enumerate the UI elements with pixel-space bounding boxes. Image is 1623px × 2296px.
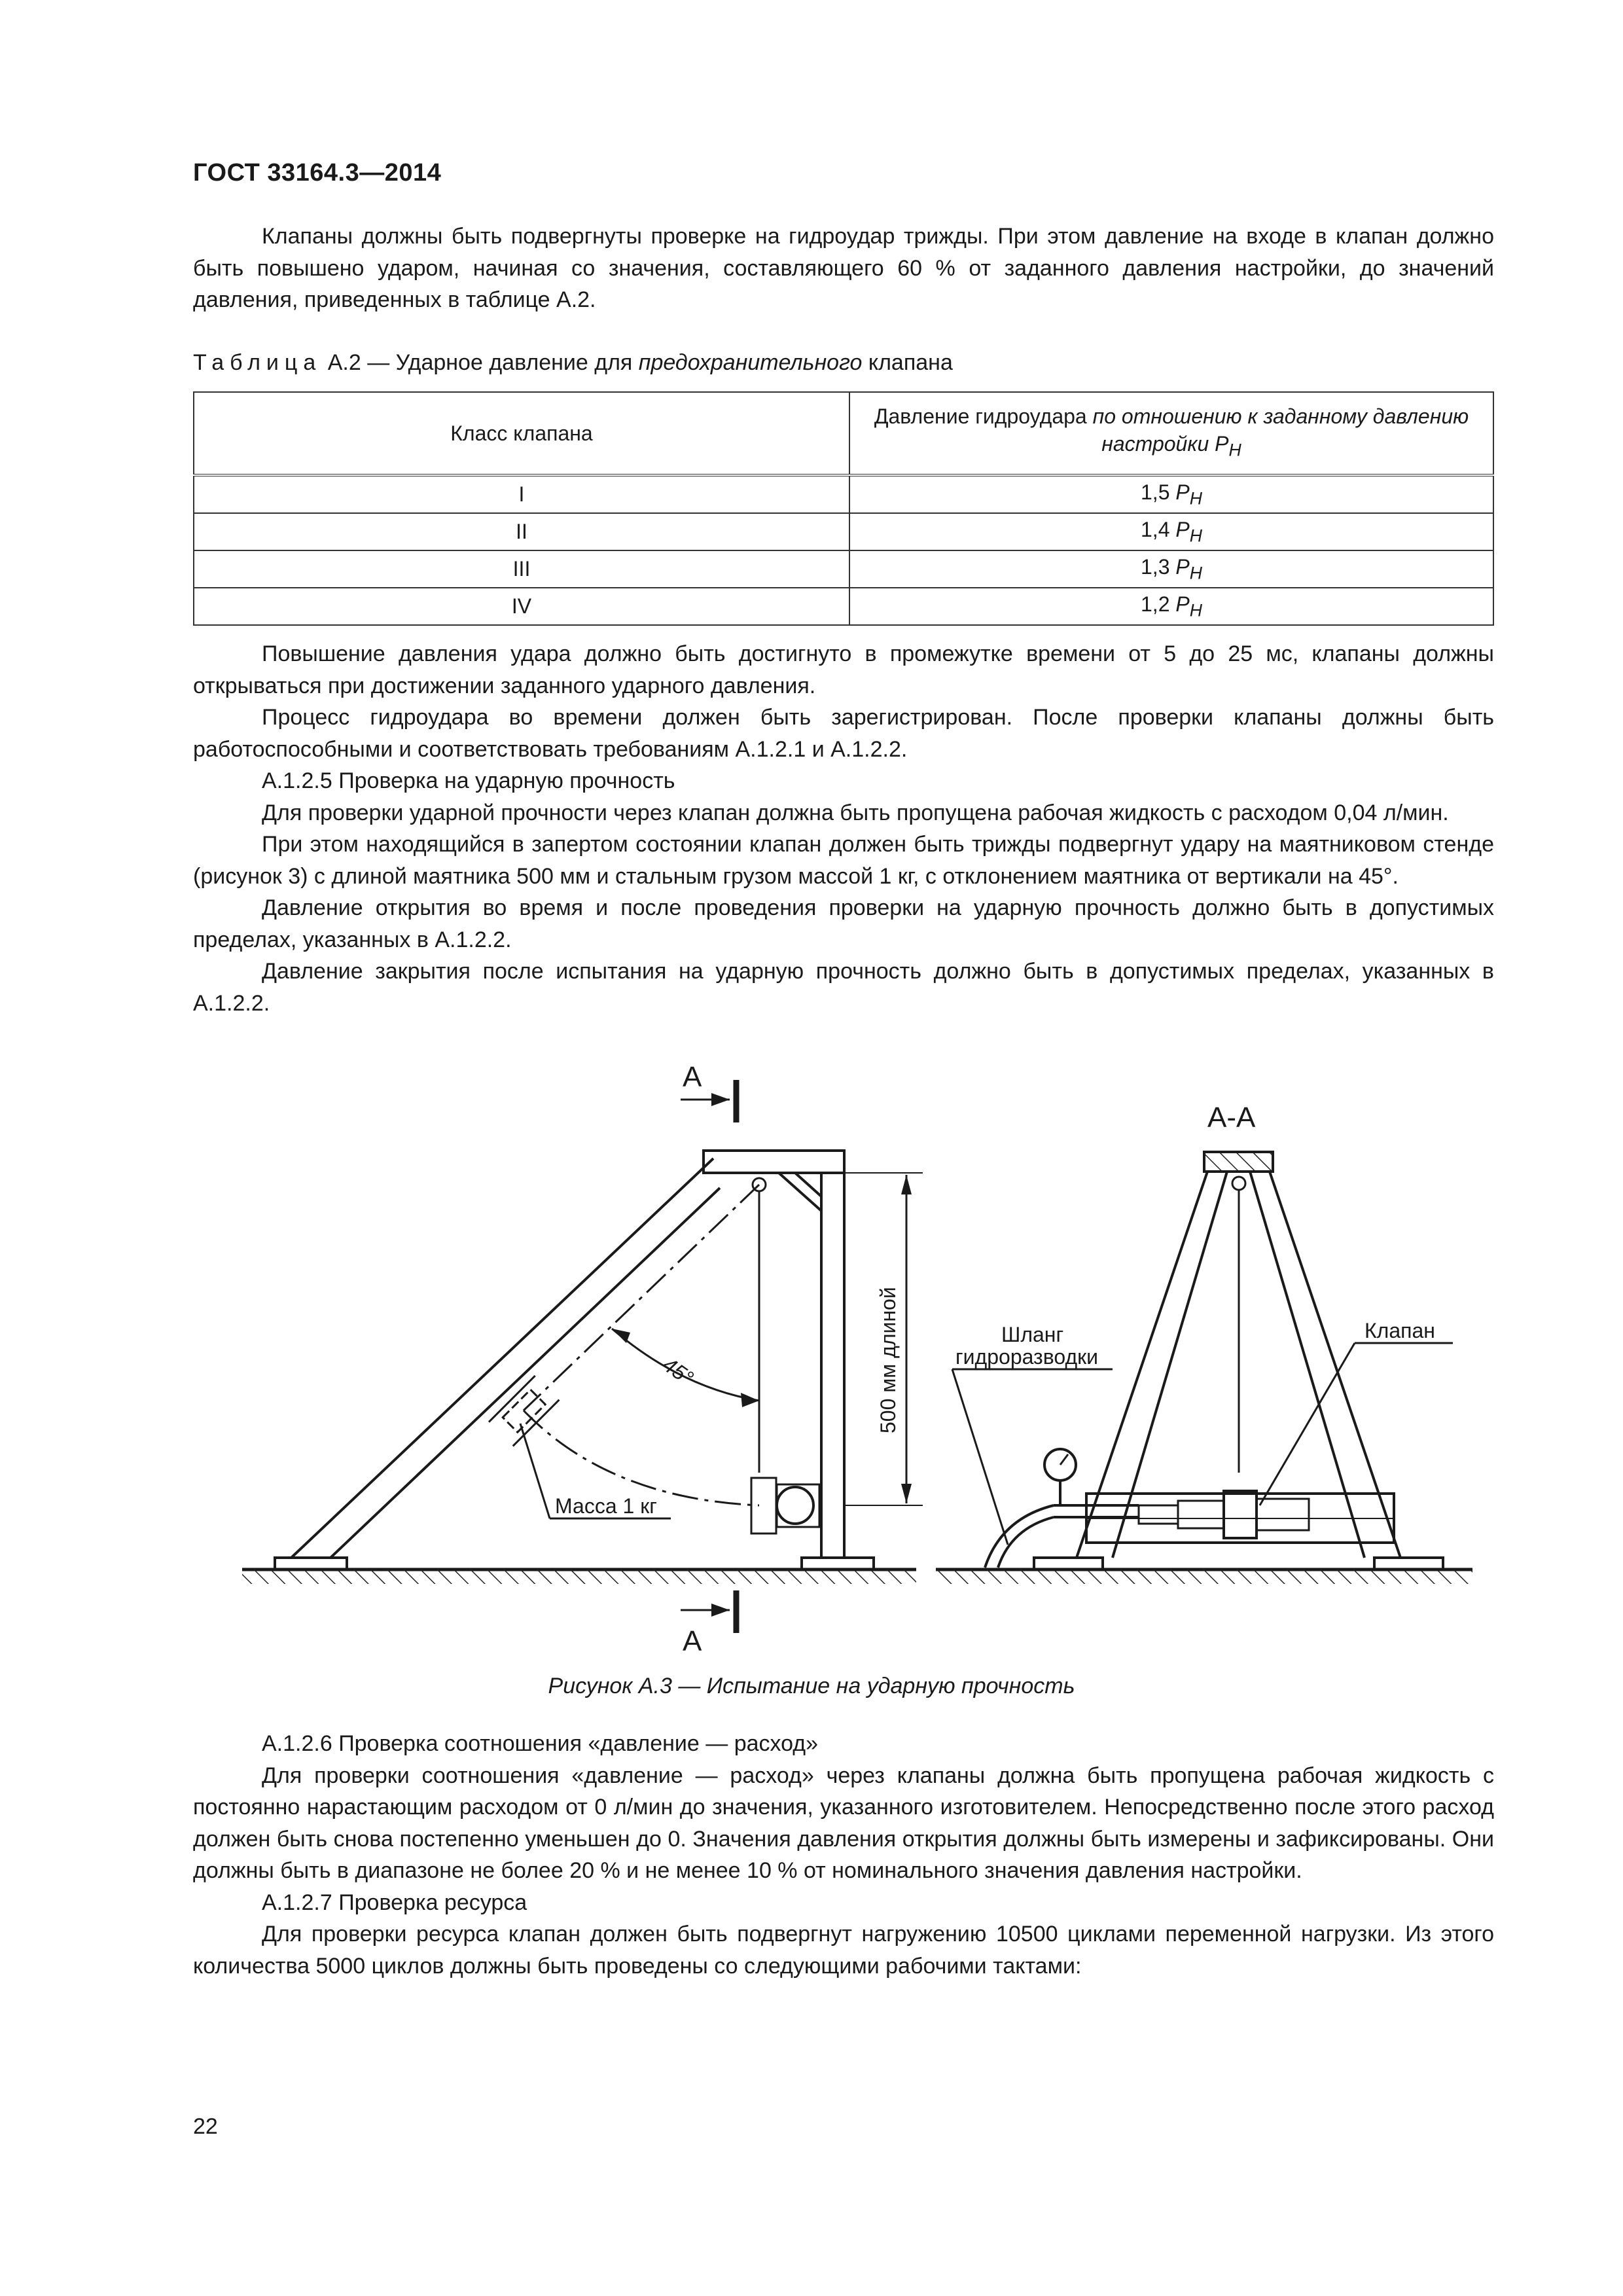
table-cell-class: I bbox=[194, 475, 849, 513]
angle-label: 45° bbox=[658, 1352, 698, 1390]
paragraph: Клапаны должны быть подвергнуты проверке на гидроудар трижды. При этом давление на входе в клапан должно быть повышено ударом, начиная со значения, составляющего 60 % от заданного давления настройки, до значений давления, приведенных в таблице А.2. bbox=[193, 224, 1494, 312]
table-cell-class: II bbox=[194, 513, 849, 550]
table-row bbox=[194, 475, 1493, 513]
table-cell-class: III bbox=[194, 550, 849, 588]
table-cell-value: 1,3 $P_Н$ bbox=[849, 550, 1493, 588]
dimension-label: 500 мм длиной bbox=[876, 1287, 900, 1433]
body-text-block-3 bbox=[193, 1728, 1494, 1982]
pressure-table bbox=[193, 391, 1494, 626]
valve-label: Клапан bbox=[1364, 1319, 1435, 1342]
intro-text-block bbox=[193, 221, 1494, 316]
paragraph: При этом находящийся в запертом состоянии клапан должен быть трижды подвергнут удару на маятниковом стенде (рисунок 3) с длиной маятника 500 мм и стальным грузом массой 1 кг, с отклонением маятника от вертикали на 45°. bbox=[193, 832, 1494, 889]
paragraph: Давление закрытия после испытания на ударную прочность должно быть в допустимых пределах, указанных в А.1.2.2. bbox=[193, 959, 1494, 1016]
section-heading: А.1.2.6 Проверка соотношения «давление — расход» bbox=[262, 1731, 819, 1756]
table-row bbox=[194, 550, 1493, 588]
paragraph: Повышение давления удара должно быть достигнуто в промежутке времени от 5 до 25 мс, клапаны должны открываться при достижении заданного ударного давления. bbox=[193, 641, 1494, 698]
section-heading: А.1.2.7 Проверка ресурса bbox=[262, 1890, 527, 1915]
table-caption: Таблица А.2 — Ударное давление для предохранительного клапана bbox=[193, 350, 953, 375]
table-row bbox=[194, 588, 1493, 625]
paragraph: Для проверки ресурса клапан должен быть подвергнут нагружению 10500 циклами переменной нагрузки. Из этого количества 5000 циклов должны быть проведены со следующими рабочими тактами: bbox=[193, 1922, 1494, 1979]
section-heading: А.1.2.5 Проверка на ударную прочность bbox=[262, 768, 675, 793]
page-number: 22 bbox=[193, 2114, 218, 2139]
table-header-pressure: Давление гидроудара по отношению к заданному давлению настройки $P_Н$ bbox=[849, 392, 1493, 475]
section-mark-bottom: А bbox=[683, 1625, 702, 1657]
mass-label: Масса 1 кг bbox=[555, 1494, 657, 1518]
paragraph: Для проверки ударной прочности через клапан должна быть пропущена рабочая жидкость с расходом 0,04 л/мин. bbox=[262, 800, 1449, 825]
table-cell-value: 1,4 $P_Н$ bbox=[849, 513, 1493, 550]
paragraph: Давление открытия во время и после проведения проверки на ударную прочность должно быть в допустимых пределах, указанных в А.1.2.2. bbox=[193, 895, 1494, 952]
section-mark-top: А bbox=[683, 1061, 702, 1093]
paragraph: Для проверки соотношения «давление — расход» через клапаны должна быть пропущена рабочая жидкость с постоянно нарастающим расходом от 0 л/мин до значения, указанного изготовителем. Непосредственно после этого расход должен быть снова постепенно уменьшен до 0. Значения давления открытия должны быть измерены и зафиксированы. Они должны быть в диапазоне не более 20 % и не менее 10 % от номинального значения давления настройки. bbox=[193, 1763, 1494, 1883]
section-view-label: А-А bbox=[1207, 1102, 1256, 1134]
hose-label-line2: гидроразводки bbox=[955, 1345, 1098, 1369]
document-header: ГОСТ 33164.3—2014 bbox=[193, 159, 442, 187]
table-row bbox=[194, 513, 1493, 550]
body-text-block-2 bbox=[193, 638, 1494, 1019]
table-header-class: Класс клапана bbox=[194, 392, 849, 475]
table-header-row bbox=[194, 392, 1493, 475]
table-cell-value: 1,2 $P_Н$ bbox=[849, 588, 1493, 625]
pendulum-test-figure bbox=[0, 1060, 1623, 1662]
table-cell-class: IV bbox=[194, 588, 849, 625]
paragraph: Процесс гидроудара во времени должен быть зарегистрирован. После проверки клапаны должны быть работоспособными и соответствовать требованиям А.1.2.1 и А.1.2.2. bbox=[193, 705, 1494, 762]
figure-caption: Рисунок А.3 — Испытание на ударную прочность bbox=[548, 1674, 1075, 1698]
hose-label-line1: Шланг bbox=[1001, 1323, 1064, 1346]
table-cell-value: 1,5 $P_Н$ bbox=[849, 475, 1493, 513]
